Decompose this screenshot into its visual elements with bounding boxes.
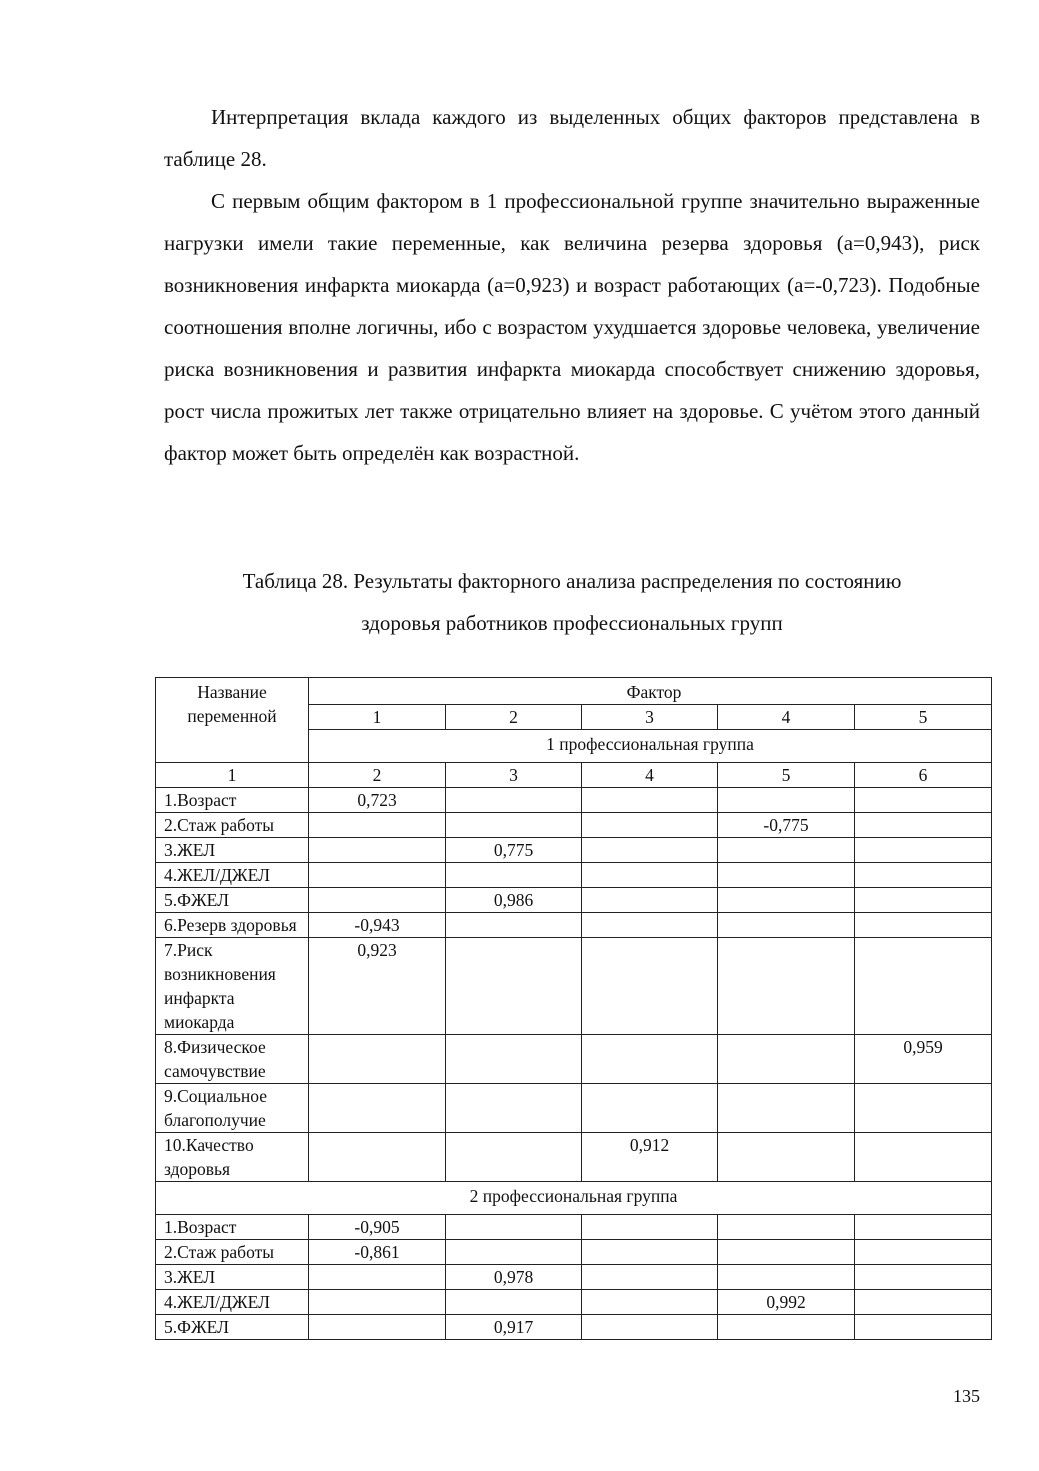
- factor-loading-cell: 0,986: [446, 888, 582, 913]
- variable-name-cell: 4.ЖЕЛ/ДЖЕЛ: [156, 863, 309, 888]
- group-1-label: 1 профессиональная группа: [309, 730, 992, 763]
- factor-loading-cell: 0,775: [446, 838, 582, 863]
- factor-number-4: 4: [718, 705, 855, 730]
- factor-loading-cell: [855, 938, 992, 1035]
- factor-loading-cell: [855, 838, 992, 863]
- factor-loading-cell: [582, 788, 718, 813]
- factor-loading-cell: [718, 913, 855, 938]
- factor-loading-cell: [582, 1215, 718, 1240]
- factor-loading-cell: [446, 1290, 582, 1315]
- table-row: [156, 913, 992, 938]
- table-row: [156, 1084, 992, 1133]
- factor-loading-cell: [446, 1240, 582, 1265]
- variable-name-cell: 5.ФЖЕЛ: [156, 888, 309, 913]
- factor-number-3: 3: [582, 705, 718, 730]
- column-number-4: 4: [582, 763, 718, 788]
- factor-loading-cell: [718, 788, 855, 813]
- factor-loading-cell: [718, 938, 855, 1035]
- table-caption-line-1: Таблица 28. Результаты факторного анализа распределения по состоянию: [242, 569, 902, 593]
- paragraph-first-factor: С первым общим фактором в 1 профессиональной группе значительно выраженные нагрузки имели такие переменные, как величина резерва здоровья (а=0,943), риск возникновения инфаркта миокарда (а=0,923) и возраст работающих (а=-0,723). Подобные соотношения вполне логичны, ибо с возрастом ухудшается здоровье человека, увеличение риска возникновения и развития инфаркта миокарда способствует снижению здоровья, рост числа прожитых лет также отрицательно влияет на здоровье. С учётом этого данный фактор может быть определён как возрастной.: [164, 189, 980, 465]
- column-number-2: 2: [309, 763, 446, 788]
- factor-loading-cell: [855, 1290, 992, 1315]
- factor-loading-cell: [446, 788, 582, 813]
- factor-loading-cell: [309, 888, 446, 913]
- header-row-factor: [156, 678, 992, 705]
- factor-loading-cell: [718, 1084, 855, 1133]
- factor-loading-cell: [855, 863, 992, 888]
- factor-loading-cell: [446, 1035, 582, 1084]
- factor-loading-cell: [582, 913, 718, 938]
- variable-name-cell: 9.Социальное благополучие: [156, 1084, 309, 1133]
- body-text: [164, 96, 980, 474]
- table-row: [156, 1265, 992, 1290]
- factor-loading-cell: -0,943: [309, 913, 446, 938]
- factor-loading-cell: [582, 1315, 718, 1340]
- table-row: [156, 1035, 992, 1084]
- column-number-1: 1: [156, 763, 309, 788]
- page-number: 135: [953, 1386, 980, 1406]
- factor-loading-cell: 0,992: [718, 1290, 855, 1315]
- factor-loading-cell: [309, 1133, 446, 1182]
- factor-loading-cell: [582, 1035, 718, 1084]
- factor-loading-cell: [582, 838, 718, 863]
- factor-loading-cell: 0,923: [309, 938, 446, 1035]
- variable-name-cell: 6.Резерв здоровья: [156, 913, 309, 938]
- factor-loading-cell: [582, 938, 718, 1035]
- variable-name-cell: 1.Возраст: [156, 1215, 309, 1240]
- factor-loading-cell: -0,905: [309, 1215, 446, 1240]
- variable-name-cell: 3.ЖЕЛ: [156, 1265, 309, 1290]
- factor-loading-cell: [446, 1084, 582, 1133]
- table-row: [156, 1315, 992, 1340]
- factor-loading-cell: [309, 1290, 446, 1315]
- factor-loading-cell: 0,912: [582, 1133, 718, 1182]
- factor-loading-cell: 0,959: [855, 1035, 992, 1084]
- factor-loading-cell: [855, 913, 992, 938]
- factor-loading-cell: [855, 1240, 992, 1265]
- paragraph-intro: Интерпретация вклада каждого из выделенных общих факторов представлена в таблице 28.: [164, 105, 980, 171]
- factor-loading-cell: [718, 1265, 855, 1290]
- table-row: [156, 1290, 992, 1315]
- factor-loading-cell: 0,917: [446, 1315, 582, 1340]
- variable-name-cell: 8.Физическое самочувствие: [156, 1035, 309, 1084]
- column-number-row: [156, 763, 992, 788]
- factor-loading-cell: [582, 863, 718, 888]
- factor-loading-cell: [718, 1133, 855, 1182]
- factor-loading-cell: [855, 788, 992, 813]
- factor-loading-cell: [855, 1084, 992, 1133]
- table-row: [156, 838, 992, 863]
- table-row: [156, 1240, 992, 1265]
- factor-loading-cell: [309, 838, 446, 863]
- factor-loading-cell: [446, 813, 582, 838]
- factor-loading-cell: 0,978: [446, 1265, 582, 1290]
- factor-loading-cell: [582, 813, 718, 838]
- header-factor: Фактор: [309, 678, 992, 705]
- factor-analysis-table: [155, 677, 992, 1340]
- factor-loading-cell: [855, 1315, 992, 1340]
- table-row: [156, 938, 992, 1035]
- factor-loading-cell: [309, 1315, 446, 1340]
- factor-number-1: 1: [309, 705, 446, 730]
- factor-loading-cell: [582, 1265, 718, 1290]
- table-row: [156, 813, 992, 838]
- factor-loading-cell: [855, 813, 992, 838]
- factor-loading-cell: [718, 1315, 855, 1340]
- factor-loading-cell: [718, 863, 855, 888]
- factor-loading-cell: [309, 1035, 446, 1084]
- column-number-3: 3: [446, 763, 582, 788]
- variable-name-cell: 10.Качество здоровья: [156, 1133, 309, 1182]
- table-row: [156, 788, 992, 813]
- table-row: [156, 1215, 992, 1240]
- factor-number-5: 5: [855, 705, 992, 730]
- header-variable-name: Название переменной: [156, 678, 309, 763]
- factor-loading-cell: [446, 1215, 582, 1240]
- variable-name-cell: 3.ЖЕЛ: [156, 838, 309, 863]
- factor-loading-cell: [582, 1240, 718, 1265]
- variable-name-cell: 4.ЖЕЛ/ДЖЕЛ: [156, 1290, 309, 1315]
- table-row: [156, 1133, 992, 1182]
- table-row: [156, 888, 992, 913]
- factor-loading-cell: [855, 888, 992, 913]
- factor-loading-cell: 0,723: [309, 788, 446, 813]
- factor-loading-cell: [446, 938, 582, 1035]
- factor-loading-cell: [582, 1084, 718, 1133]
- factor-loading-cell: [309, 1084, 446, 1133]
- table-caption-line-2: здоровья работников профессиональных групп: [361, 611, 783, 635]
- variable-name-cell: 1.Возраст: [156, 788, 309, 813]
- column-number-6: 6: [855, 763, 992, 788]
- factor-loading-cell: [855, 1265, 992, 1290]
- group-2-row: [156, 1182, 992, 1215]
- factor-loading-cell: [718, 1215, 855, 1240]
- variable-name-cell: 2.Стаж работы: [156, 813, 309, 838]
- factor-loading-cell: [582, 1290, 718, 1315]
- column-number-5: 5: [718, 763, 855, 788]
- factor-loading-cell: [718, 838, 855, 863]
- variable-name-cell: 5.ФЖЕЛ: [156, 1315, 309, 1340]
- factor-loading-cell: [446, 1133, 582, 1182]
- factor-loading-cell: [855, 1133, 992, 1182]
- factor-loading-cell: [446, 913, 582, 938]
- factor-loading-cell: [718, 1035, 855, 1084]
- factor-loading-cell: [855, 1215, 992, 1240]
- table-caption: [150, 560, 994, 644]
- factor-loading-cell: [718, 1240, 855, 1265]
- factor-number-2: 2: [446, 705, 582, 730]
- factor-loading-cell: [309, 813, 446, 838]
- factor-loading-cell: [446, 863, 582, 888]
- variable-name-cell: 2.Стаж работы: [156, 1240, 309, 1265]
- table-row: [156, 863, 992, 888]
- factor-loading-cell: -0,775: [718, 813, 855, 838]
- factor-loading-cell: -0,861: [309, 1240, 446, 1265]
- factor-loading-cell: [309, 1265, 446, 1290]
- variable-name-cell: 7.Риск возникновения инфаркта миокарда: [156, 938, 309, 1035]
- factor-loading-cell: [309, 863, 446, 888]
- factor-loading-cell: [718, 888, 855, 913]
- group-2-label: 2 профессиональная группа: [156, 1182, 992, 1215]
- table-body: [156, 678, 992, 1340]
- factor-loading-cell: [582, 888, 718, 913]
